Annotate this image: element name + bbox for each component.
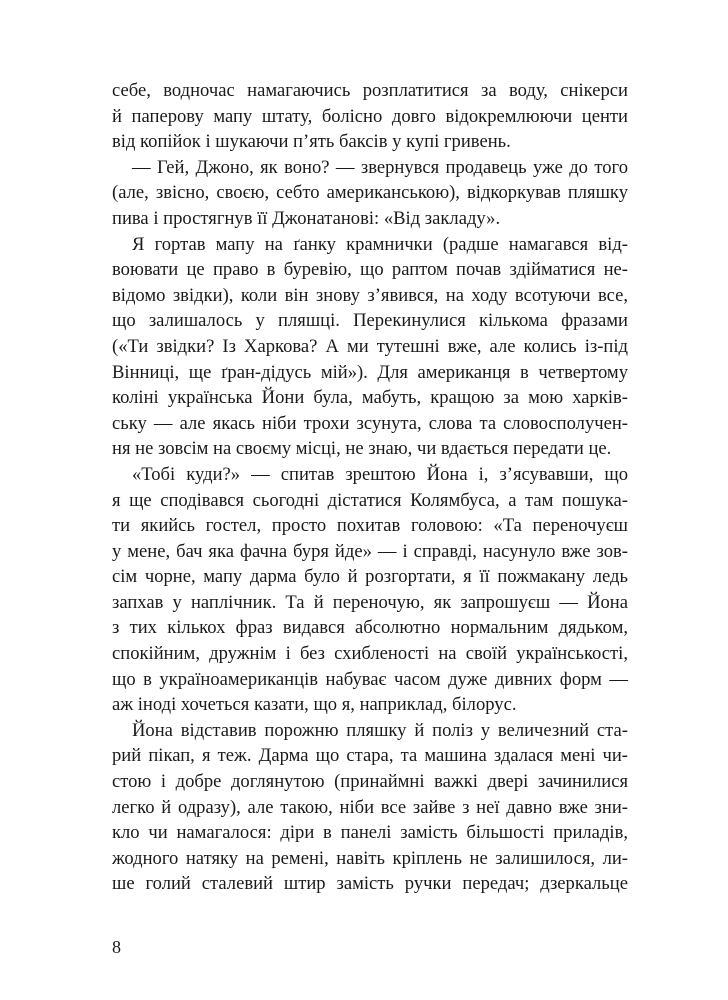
text-line: стою і добре доглянутою (принаймні важкі двері зачинилися (112, 771, 628, 793)
text-line: від копійок і шукаючи п’ять баксів у купі гривень. (112, 131, 511, 153)
text-line: («Ти звідки? Із Харкова? А ми тутешні вже, але колись із-під (112, 335, 628, 357)
text-line: ську — але якась ніби трохи зсунута, слова та словосполучен- (112, 412, 628, 434)
text-line: Йона відставив порожню пляшку й поліз у величезний ста- (132, 719, 628, 741)
text-line: відомо звідки), коли він знову з’явився, на ходу всотуючи все, (112, 284, 628, 306)
text-line: я ще сподівався сьогодні дістатися Колямбуса, а там пошука- (112, 489, 628, 511)
paragraph (112, 155, 628, 232)
text-line: Вінниці, ще ґран-дідусь мій»). Для американця в четвертому (112, 361, 628, 383)
text-line: рий пікап, я теж. Дарма що стара, та машина здалася мені чи- (112, 745, 628, 767)
text-line: ше голий сталевий штир замість ручки передач; дзеркальце (112, 873, 628, 895)
text-line: кло чи намагалося: діри в панелі замість більшості приладів, (112, 822, 628, 844)
text-line: жодного натяку на ремені, навіть кріплень не залишилося, ли- (112, 847, 628, 869)
paragraph (112, 78, 628, 155)
text-line: «Тобі куди?» — спитав зрештою Йона і, з’ясувавши, що (132, 463, 628, 485)
text-line: коліні українська Йони була, мабуть, кращою за мою харків- (112, 387, 628, 409)
body-text (112, 78, 628, 897)
paragraph (112, 462, 628, 718)
text-line: аж іноді хочеться казати, що я, наприклад, білорус. (112, 694, 517, 716)
text-line: сім чорне, мапу дарма було й розгортати, я її пожмакану ледь (112, 566, 628, 588)
text-line: що залишалось у пляшці. Перекинулися кількома фразами (112, 310, 628, 332)
text-line: спокійним, дружнім і без схибленості на своїй українськості, (112, 643, 628, 665)
text-line: що в українoамериканців набуває часом дуже дивних форм — (112, 668, 628, 690)
text-line: й паперову мапу штату, болісно довго відокремлюючи центи (112, 105, 628, 127)
page-number: 8 (112, 937, 121, 957)
text-line: Я гортав мапу на ґанку крамнички (радше намагався від- (132, 233, 628, 255)
text-line: у мене, бач яка фачна буря йде» — і справді, насунуло вже зов- (112, 540, 628, 562)
text-line: — Гей, Джоно, як воно? — звернувся продавець уже до того (132, 156, 628, 178)
paragraph (112, 232, 628, 462)
paragraph (112, 718, 628, 897)
text-line: ти якийсь гостел, просто похитав головою: «Та переночуєш (112, 515, 628, 537)
text-line: пива і простягнув її Джонатанові: «Від закладу». (112, 207, 501, 229)
text-line: запхав у наплічник. Та й переночую, як запрошуєш — Йона (112, 591, 628, 613)
text-line: себе, водночас намагаючись розплатитися за воду, снікерси (112, 80, 628, 101)
text-line: ня не зовсім на своєму місці, не знаю, чи вдається передати це. (112, 438, 612, 460)
text-line: з тих кількох фраз видався абсолютно нормальним дядьком, (112, 617, 628, 639)
text-line: (але, звісно, своєю, себто американською), відкоркував пляшку (112, 182, 628, 204)
text-line: легко й одразу), але такою, ніби все зайве з неї давно вже зни- (112, 796, 628, 818)
text-line: воювати це право в буревію, що раптом почав здійматися не- (112, 259, 628, 281)
